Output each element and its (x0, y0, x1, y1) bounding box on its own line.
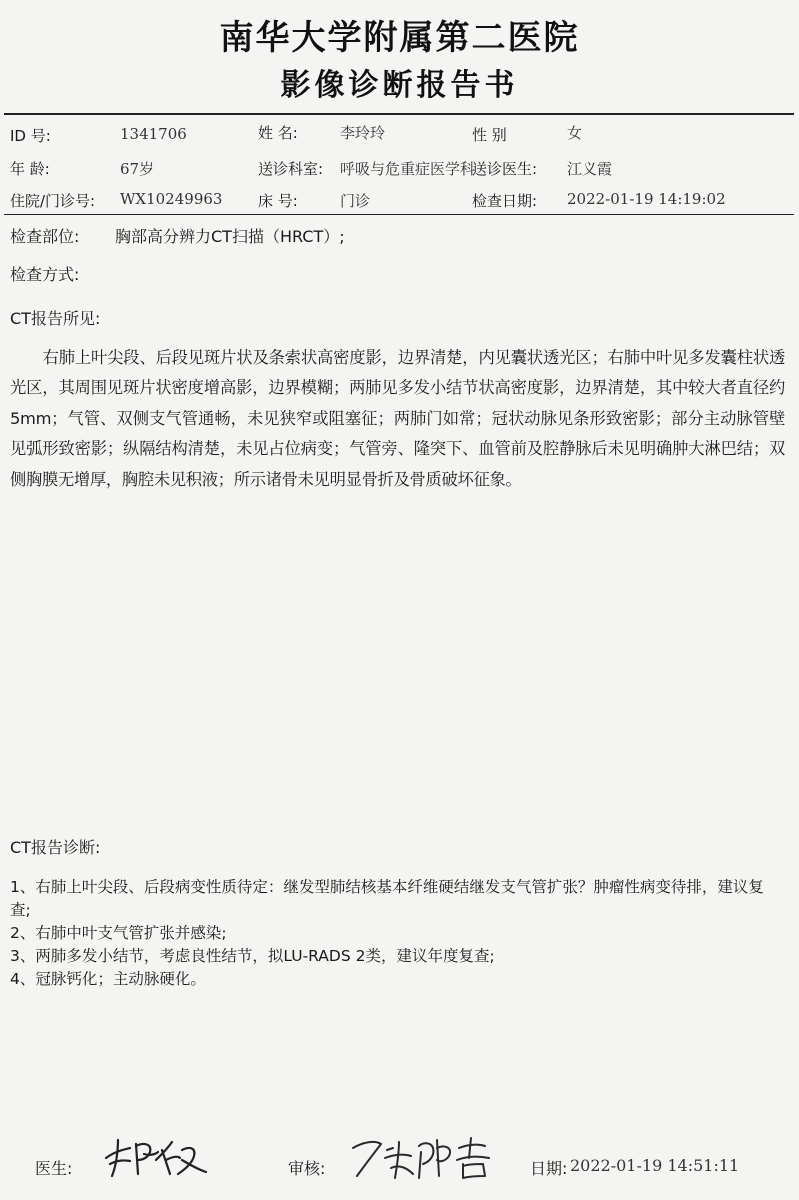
bed-label: 床 号: (258, 192, 298, 210)
doctor-label: 送诊医生: (472, 160, 538, 178)
dept-label: 送诊科室: (258, 160, 324, 178)
report-title: 影像诊断报告书 (280, 68, 519, 103)
inpatient-value: WX10249963 (120, 190, 223, 208)
bed-value: 门诊 (340, 192, 371, 210)
report-date-value: 2022-01-19 14:51:11 (570, 1156, 740, 1175)
id-value: 1341706 (120, 125, 187, 143)
reviewer-signature (345, 1128, 505, 1184)
name-value: 李玲玲 (340, 124, 386, 142)
doctor-value: 江义霞 (567, 160, 613, 178)
exam-part-value: 胸部高分辨力CT扫描（HRCT）; (115, 227, 345, 246)
id-label: ID 号: (10, 127, 51, 145)
findings-text: 右肺上叶尖段、后段见斑片状及条索状高密度影，边界清楚，内见囊状透光区；右肺中叶见多发囊柱状透光区，其周围见斑片状密度增高影，边界模糊；两肺见多发小结节状高密度影，边界清楚，其中较大者直径约5mm；气管、双侧支气管通畅，未见狭窄或阻塞征；两肺门如常；冠状动脉见条形致密影；部分主动脉管壁见弧形致密影；纵隔结构清楚，未见占位病变；气管旁、隆突下、血管前及腔静脉后未见明确肿大淋巴结；双侧胸膜无增厚，胸腔未见积液；所示诸骨未见明显骨折及骨质破坏征象。 (10, 348, 785, 489)
info-divider (4, 214, 794, 215)
diagnosis-item: 4、冠脉钙化；主动脉硬化。 (10, 970, 206, 988)
exam-date-label: 检查日期: (472, 192, 538, 210)
name-label: 姓 名: (258, 124, 298, 142)
diagnosis-item: 1、右肺上叶尖段、后段病变性质待定：继发型肺结核基本纤维硬结继发支气管扩张？肿瘤性病变待排，建议复查; (10, 878, 764, 919)
age-label: 年 龄: (10, 160, 50, 178)
header-divider (4, 113, 794, 115)
dept-value: 呼吸与危重症医学科 (340, 160, 476, 178)
report-date-label: 日期: (530, 1159, 568, 1178)
exam-part-label: 检查部位: (10, 227, 80, 246)
doctor-signature (100, 1130, 210, 1180)
reviewer-sign-label: 审核: (288, 1159, 326, 1178)
hospital-name: 南华大学附属第二医院 (219, 18, 580, 58)
exam-method-label: 检查方式: (10, 265, 80, 284)
diagnosis-item: 2、右肺中叶支气管扩张并感染; (10, 924, 227, 942)
sex-value: 女 (567, 124, 583, 142)
diagnosis-label: CT报告诊断: (10, 838, 101, 857)
inpatient-label: 住院/门诊号: (10, 192, 96, 210)
doctor-sign-label: 医生: (35, 1159, 73, 1178)
diagnosis-item: 3、两肺多发小结节，考虑良性结节，拟LU-RADS 2类，建议年度复查; (10, 947, 495, 965)
age-value: 67岁 (120, 160, 155, 178)
exam-date-value: 2022-01-19 14:19:02 (567, 190, 726, 208)
sex-label: 性 别 (472, 126, 507, 144)
findings-label: CT报告所见: (10, 309, 101, 328)
diagnosis-list (10, 876, 770, 991)
